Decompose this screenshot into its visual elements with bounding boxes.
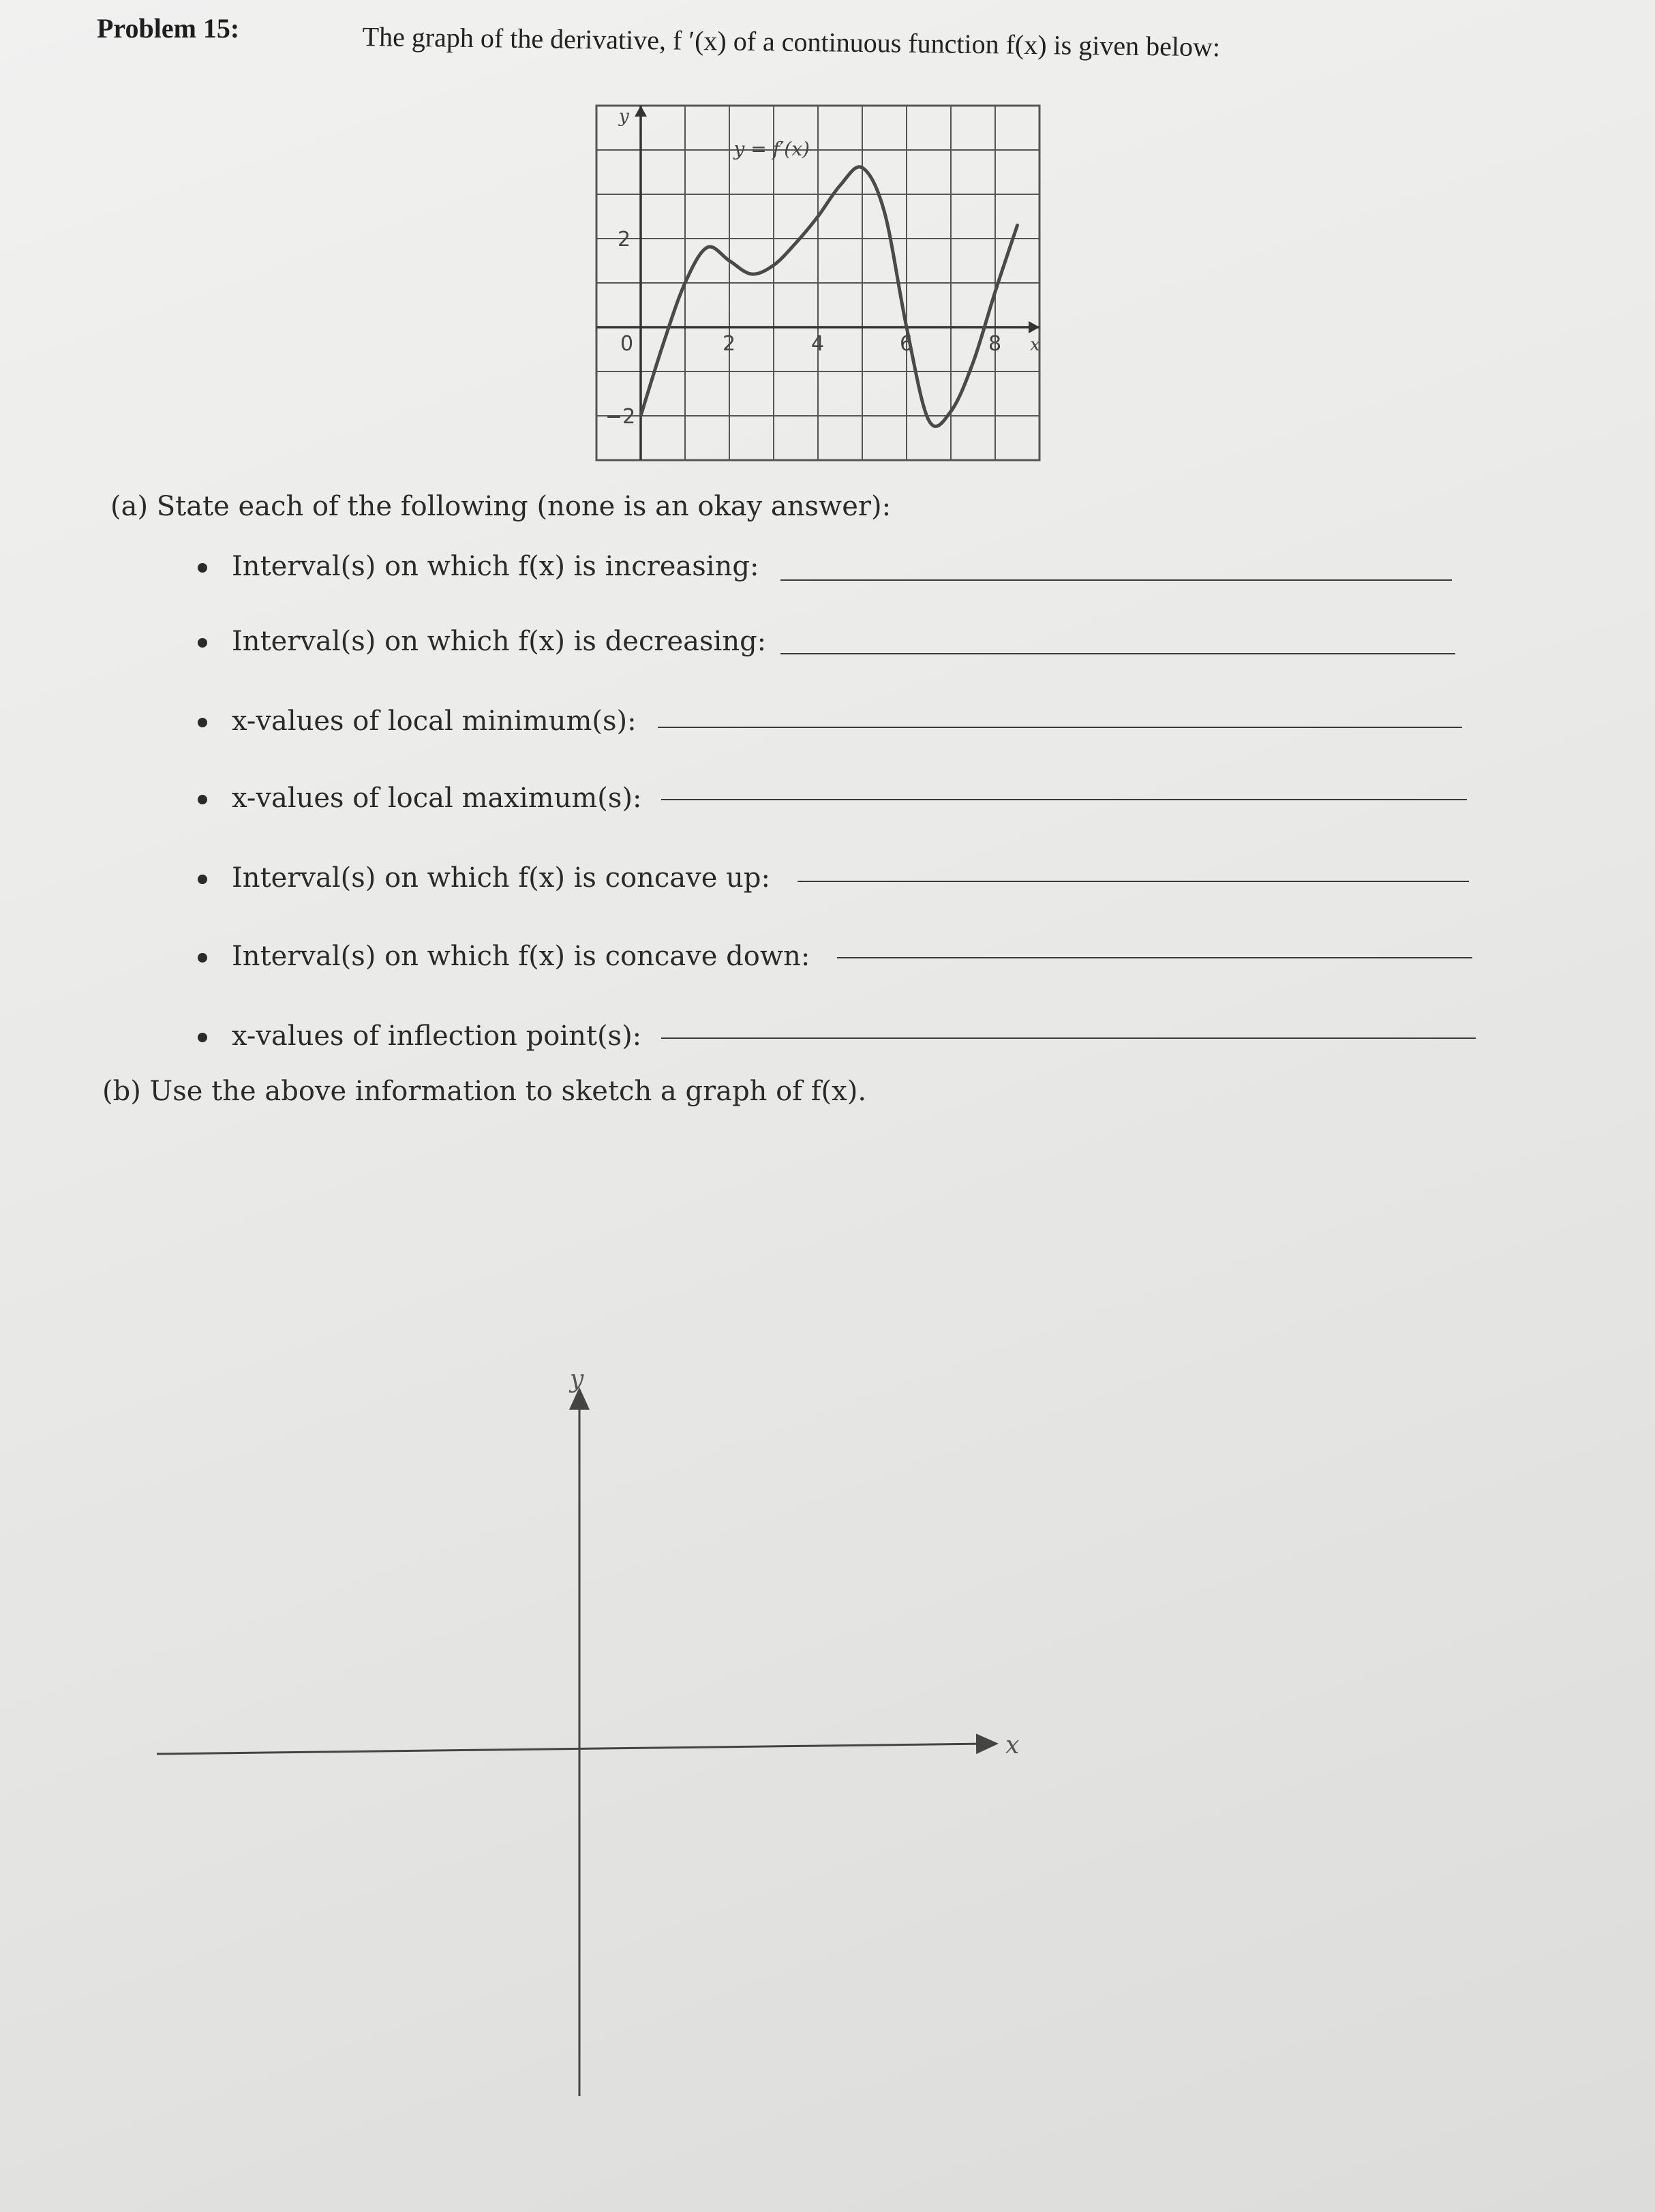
x-tick-label: 0 (620, 332, 634, 356)
x-tick-label: 2 (723, 332, 736, 356)
part-a-heading: (a) State each of the following (none is an okay answer): (110, 491, 892, 522)
question-label: Interval(s) on which f(x) is decreasing: (232, 626, 767, 657)
question-label: Interval(s) on which f(x) is concave up: (232, 862, 770, 894)
answer-line-local-min[interactable] (658, 727, 1462, 728)
question-local-max (198, 783, 641, 814)
sketch-axes-svg[interactable] (136, 1357, 1104, 2113)
question-label: Interval(s) on which f(x) is increasing: (232, 551, 759, 582)
answer-line-concave-up[interactable] (798, 881, 1469, 882)
bullet-icon (198, 563, 207, 573)
graph-y-label: y (619, 106, 629, 127)
graph-grid (596, 106, 1039, 460)
derivative-curve-group (641, 138, 1018, 426)
question-decreasing (198, 626, 766, 657)
question-label: x-values of inflection point(s): (232, 1020, 642, 1052)
question-concave-up (198, 862, 770, 894)
derivative-graph-svg (593, 102, 1050, 464)
question-label: x-values of local minimum(s): (232, 706, 637, 737)
problem-intro: The graph of the derivative, f ′(x) of a continuous function f(x) is given below: (362, 20, 1221, 63)
x-tick-label: 6 (900, 332, 913, 356)
bullet-icon (198, 795, 207, 804)
answer-line-inflection[interactable] (661, 1037, 1476, 1039)
question-inflection (198, 1020, 641, 1052)
bullet-icon (198, 953, 207, 963)
question-label: x-values of local maximum(s): (232, 783, 642, 814)
part-b-heading: (b) Use the above information to sketch a graph of f(x). (102, 1076, 867, 1107)
question-concave-down (198, 941, 810, 972)
question-label: Interval(s) on which f(x) is concave down: (232, 941, 810, 972)
x-axis-arrow-icon (1029, 321, 1039, 333)
bullet-icon (198, 875, 207, 884)
answer-line-increasing[interactable] (780, 579, 1452, 581)
bullet-icon (198, 1033, 207, 1042)
answer-line-local-max[interactable] (661, 799, 1467, 800)
problem-label: Problem 15: (97, 13, 240, 44)
bullet-icon (198, 718, 207, 727)
derivative-curve (641, 167, 1018, 427)
sketch-axes[interactable] (136, 1357, 1104, 2116)
question-local-min (198, 706, 637, 737)
bullet-icon (198, 638, 207, 648)
sketch-x-axis (157, 1744, 988, 1754)
y-tick-label: −2 (605, 405, 636, 429)
question-increasing (198, 551, 759, 582)
derivative-graph (593, 102, 1050, 466)
graph-x-label: x (1030, 335, 1040, 355)
answer-line-concave-down[interactable] (837, 957, 1472, 958)
y-axis-arrow-icon (635, 106, 647, 117)
answer-line-decreasing[interactable] (780, 653, 1455, 654)
sketch-x-label: x (1005, 1731, 1020, 1759)
x-tick-label: 4 (811, 332, 825, 356)
sketch-y-label: y (570, 1365, 584, 1393)
y-tick-label: 2 (618, 228, 631, 252)
curve-label: y = f′(x) (733, 138, 810, 160)
x-tick-label: 8 (988, 332, 1002, 356)
